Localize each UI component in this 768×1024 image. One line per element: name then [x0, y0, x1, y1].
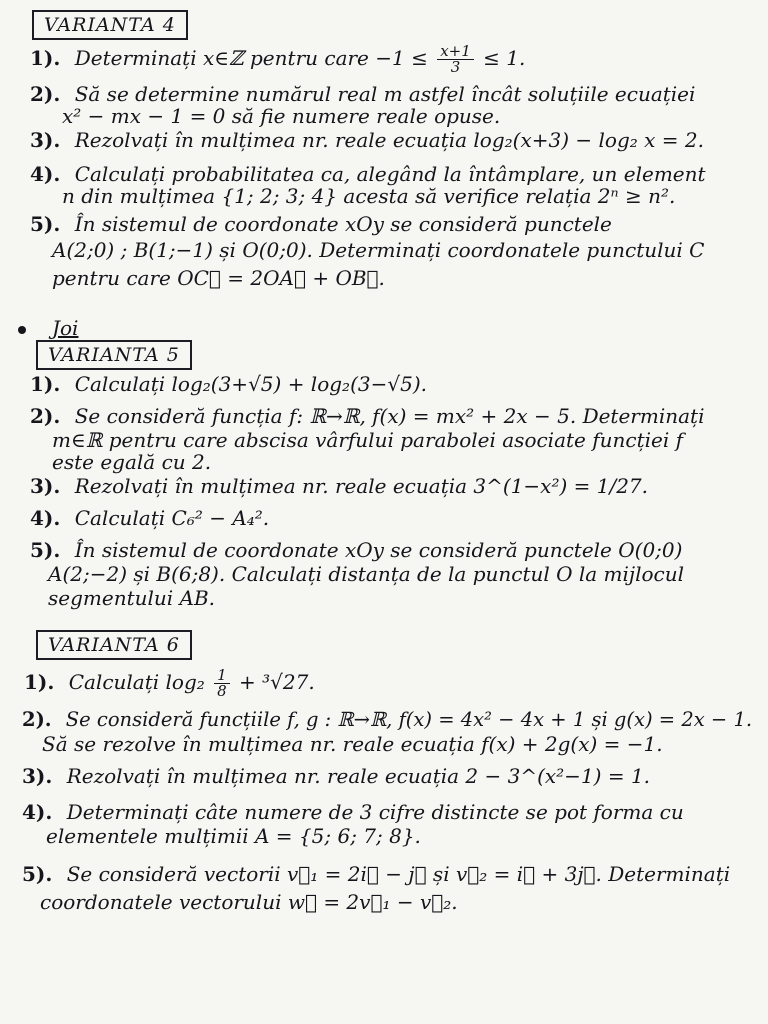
v4-p1-frac-denominator: 3	[450, 58, 461, 76]
v6-problem-5	[22, 862, 730, 886]
v5-problem-1	[30, 372, 427, 396]
v5-p4-text: Calculați C₆² − A₄².	[74, 506, 270, 530]
v6-p4-line-1: Determinați câte numere de 3 cifre distincte se pot forma cu	[66, 800, 684, 824]
v5-p3-text: Rezolvați în mulțimea nr. reale ecuația 3^(1−x²) = 1/27.	[74, 474, 649, 498]
variant-4-title: VARIANTA 4	[32, 10, 188, 40]
v5-p5-line-2: A(2;−2) și B(6;8). Calculați distanța de la punctul O la mijlocul	[48, 562, 685, 586]
v6-p1-frac-denominator: 8	[217, 682, 227, 700]
v6-p4-number: 4).	[22, 800, 53, 824]
v4-p4-line-2: n din mulțimea {1; 2; 3; 4} acesta să verifice relația 2ⁿ ≥ n².	[62, 184, 676, 208]
v5-p2-line-1: Se consideră funcția f: ℝ→ℝ, f(x) = mx² + 2x − 5. Determinați	[74, 404, 705, 428]
v4-p3-number: 3).	[30, 128, 61, 152]
v5-problem-5	[30, 538, 682, 562]
v6-p2-number: 2).	[22, 708, 52, 731]
variant-6-title: VARIANTA 6	[36, 630, 192, 660]
v6-problem-2	[22, 708, 752, 732]
v4-p5-line-2: A(2;0) ; B(1;−1) și O(0;0). Determinați coordonatele punctului C	[52, 238, 705, 262]
v6-problem-1	[24, 668, 315, 699]
v4-problem-5	[30, 212, 612, 236]
v5-p5-line-1: În sistemul de coordonate xOy se consideră punctele O(0;0)	[74, 538, 683, 562]
v4-p5-line-3: pentru care OC⃗ = 2OA⃗ + OB⃗.	[52, 266, 385, 290]
v6-p1-fraction	[214, 668, 230, 699]
v6-p2-line-1: Se consideră funcțiile f, g : ℝ→ℝ, f(x) = 4x² − 4x + 1 și g(x) = 2x − 1.	[65, 708, 753, 731]
v4-p4-number: 4).	[30, 162, 61, 186]
v5-p2-number: 2).	[30, 404, 61, 428]
v6-p3-number: 3).	[22, 764, 53, 788]
v6-p2-line-2: Să se rezolve în mulțimea nr. reale ecuația f(x) + 2g(x) = −1.	[42, 732, 663, 756]
v5-p2-line-2: m∈ℝ pentru care abscisa vârfului parabolei asociate funcției f	[52, 428, 684, 452]
v4-p2-line-1: Să se determine numărul real m astfel încât soluțiile ecuației	[74, 82, 696, 106]
v6-p5-line-1: Se consideră vectorii v⃗₁ = 2i⃗ − j⃗ și v⃗₂ = i⃗ + 3j⃗. Determinați	[66, 862, 731, 886]
v5-problem-4	[30, 506, 269, 530]
v6-problem-3	[22, 764, 650, 788]
v4-p5-number: 5).	[30, 212, 61, 236]
v6-p1-frac-numerator: 1	[214, 668, 230, 684]
variant-5-title: VARIANTA 5	[36, 340, 192, 370]
v6-p5-line-2: coordonatele vectorului w⃗ = 2v⃗₁ − v⃗₂.	[40, 890, 458, 914]
v4-p2-number: 2).	[30, 82, 61, 106]
day-heading: Joi	[52, 316, 79, 340]
v6-problem-4	[22, 800, 684, 824]
v6-p1-text-b: + ³√27.	[239, 670, 315, 694]
v4-problem-4	[30, 162, 706, 186]
v4-p1-text-a: Determinați x∈ℤ pentru care −1 ≤	[74, 46, 428, 70]
v4-p4-line-1: Calculați probabilitatea ca, alegând la întâmplare, un element	[74, 162, 706, 186]
v4-p3-text: Rezolvați în mulțimea nr. reale ecuația log₂(x+3) − log₂ x = 2.	[74, 128, 704, 152]
bullet-icon	[18, 326, 26, 334]
v5-p5-number: 5).	[30, 538, 61, 562]
v6-p5-number: 5).	[22, 862, 53, 886]
v4-p1-frac-numerator: x+1	[437, 44, 474, 60]
v5-p5-line-3: segmentului AB.	[48, 586, 216, 610]
v6-p3-text: Rezolvați în mulțimea nr. reale ecuația 2 − 3^(x²−1) = 1.	[66, 764, 651, 788]
v5-p1-number: 1).	[30, 372, 61, 396]
v4-problem-3	[30, 128, 704, 152]
v4-problem-2	[30, 82, 695, 106]
v6-p1-number: 1).	[24, 670, 55, 694]
v4-p1-text-b: ≤ 1.	[483, 46, 526, 70]
v5-p1-text: Calculați log₂(3+√5) + log₂(3−√5).	[74, 372, 427, 396]
v4-p5-line-1: În sistemul de coordonate xOy se consideră punctele	[74, 212, 612, 236]
v6-p1-text-a: Calculați log₂	[68, 670, 205, 694]
v4-p1-number: 1).	[30, 46, 61, 70]
v5-problem-3	[30, 474, 648, 498]
v5-p3-number: 3).	[30, 474, 61, 498]
v4-p2-line-2: x² − mx − 1 = 0 să fie numere reale opuse.	[62, 104, 501, 128]
v6-p4-line-2: elementele mulțimii A = {5; 6; 7; 8}.	[46, 824, 421, 848]
v5-problem-2	[30, 404, 704, 428]
v4-p1-fraction	[437, 44, 474, 75]
v5-p2-line-3: este egală cu 2.	[52, 450, 212, 474]
v5-p4-number: 4).	[30, 506, 61, 530]
v4-problem-1	[30, 44, 525, 75]
